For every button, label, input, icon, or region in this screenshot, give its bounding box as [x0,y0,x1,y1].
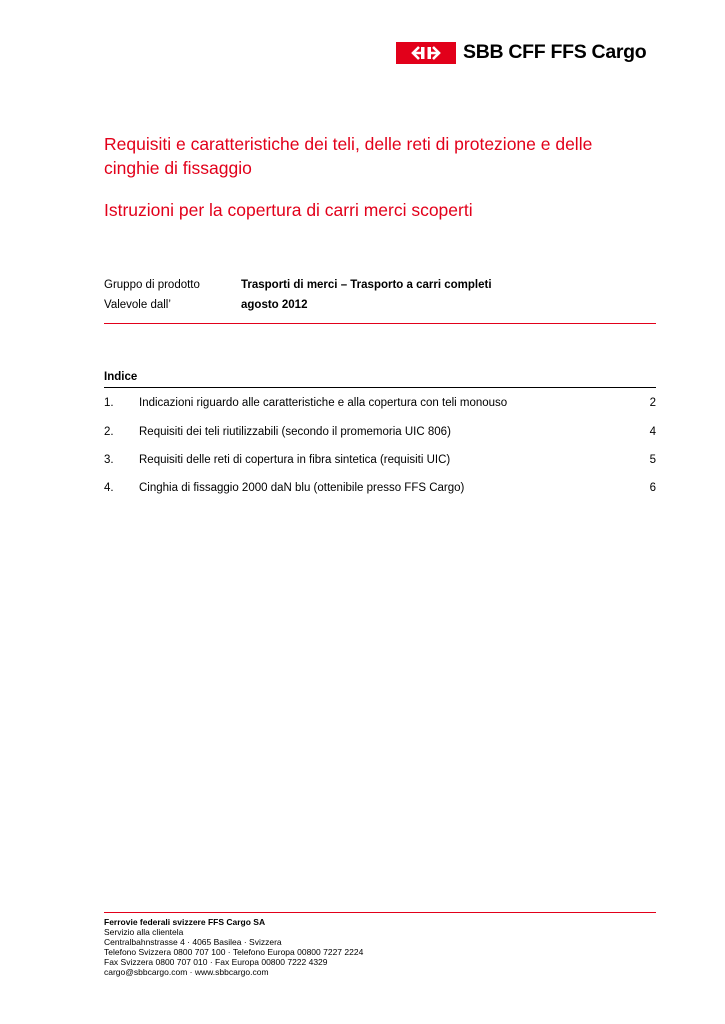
toc-item-page: 2 [649,397,656,409]
toc-item[interactable] [104,481,656,495]
sbb-arrows-icon [396,42,456,64]
product-group-label: Gruppo di prodotto [104,279,200,291]
document-subtitle: Istruzioni per la copertura di carri merci scoperti [104,200,473,220]
product-group-value: Trasporti di merci – Trasporto a carri completi [241,279,492,291]
footer-company: Ferrovie federali svizzere FFS Cargo SA [104,917,266,927]
toc-item-page: 6 [649,482,656,494]
footer-line: Servizio alla clientela [104,927,184,937]
toc-item-title: Requisiti delle reti di copertura in fibra sintetica (requisiti UIC) [139,454,451,466]
toc-heading: Indice [104,371,138,383]
footer-fax: Fax Svizzera 0800 707 010 · Fax Europa 00800 7222 4329 [104,957,328,967]
logo-text: SBB CFF FFS Cargo [463,41,647,63]
valid-from-value: agosto 2012 [241,299,308,311]
footer-address: Centralbahnstrasse 4 · 4065 Basilea · Svizzera [104,937,282,947]
footer-contact: cargo@sbbcargo.com · www.sbbcargo.com [104,967,269,977]
footer-divider [104,912,656,913]
toc-item-number: 4. [104,482,114,494]
toc-item[interactable] [104,425,656,439]
toc-item-title: Cinghia di fissaggio 2000 daN blu (ottenibile presso FFS Cargo) [139,482,465,494]
meta-divider [104,323,656,324]
valid-from-label: Valevole dall’ [104,299,171,311]
toc-item-number: 1. [104,397,114,409]
toc-item-page: 4 [649,426,656,438]
toc-item-page: 5 [649,454,656,466]
footer-phone: Telefono Svizzera 0800 707 100 · Telefono Europa 00800 7227 2224 [104,947,364,957]
company-logo [396,41,646,64]
toc-item-title: Requisiti dei teli riutilizzabili (secondo il promemoria UIC 806) [139,426,451,438]
toc-item[interactable] [104,453,656,467]
toc-item[interactable] [104,396,656,410]
footer [104,917,504,977]
toc-item-title: Indicazioni riguardo alle caratteristiche e alla copertura con teli monouso [139,397,508,409]
document-title: Requisiti e caratteristiche dei teli, delle reti di protezione e delle cinghie di fissaggio [104,134,593,178]
toc-divider [104,387,656,388]
toc-item-number: 2. [104,426,114,438]
toc-item-number: 3. [104,454,114,466]
